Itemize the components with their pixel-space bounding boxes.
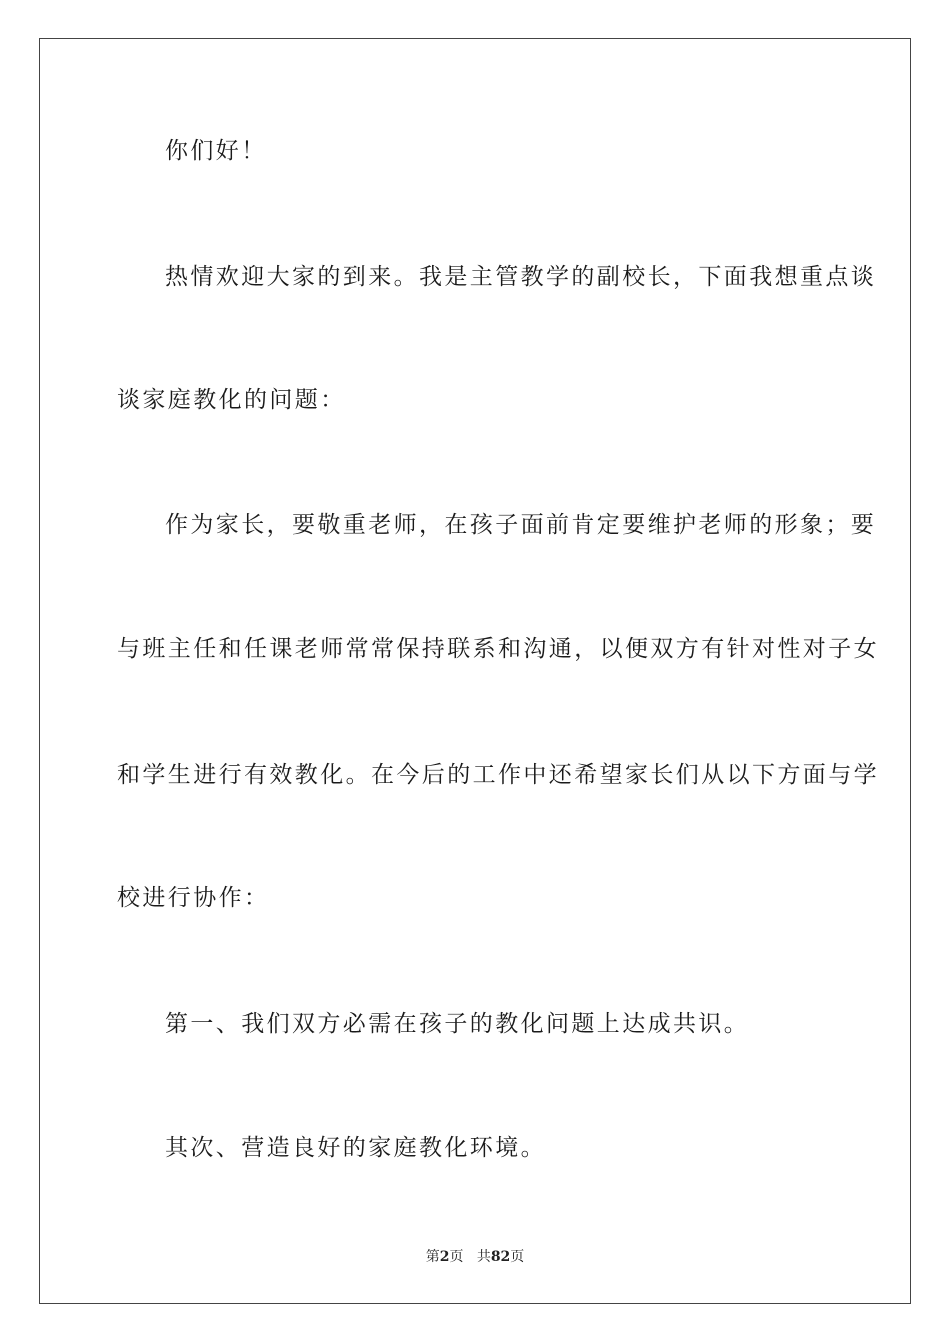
page-prefix: 第 — [425, 1249, 440, 1265]
paragraph-2-line-3: 和学生进行有效教化。在今后的工作中还希望家长们从以下方面与学 — [117, 762, 879, 788]
page-footer — [0, 1246, 950, 1266]
total-suffix: 页 — [510, 1249, 525, 1265]
total-prefix: 共 — [476, 1249, 491, 1265]
page-number: 2 — [439, 1249, 450, 1265]
paragraph-2-line-1: 作为家长，要敬重老师，在孩子面前肯定要维护老师的形象；要 — [165, 512, 877, 538]
paragraph-1-line-1: 热情欢迎大家的到来。我是主管教学的副校长，下面我想重点谈 — [165, 264, 877, 290]
point-one-line: 第一、我们双方必需在孩子的教化问题上达成共识。 — [165, 1011, 750, 1037]
paragraph-2-line-2: 与班主任和任课老师常常保持联系和沟通，以便双方有针对性对子女 — [117, 636, 879, 662]
paragraph-2-line-4: 校进行协作： — [117, 885, 270, 911]
page-suffix: 页 — [449, 1249, 464, 1265]
paragraph-1-line-2: 谈家庭教化的问题： — [117, 387, 346, 413]
point-two-line: 其次、营造良好的家庭教化环境。 — [165, 1135, 546, 1161]
page-border — [39, 38, 911, 1304]
total-pages: 82 — [490, 1249, 511, 1265]
greeting-line: 你们好！ — [165, 138, 267, 164]
